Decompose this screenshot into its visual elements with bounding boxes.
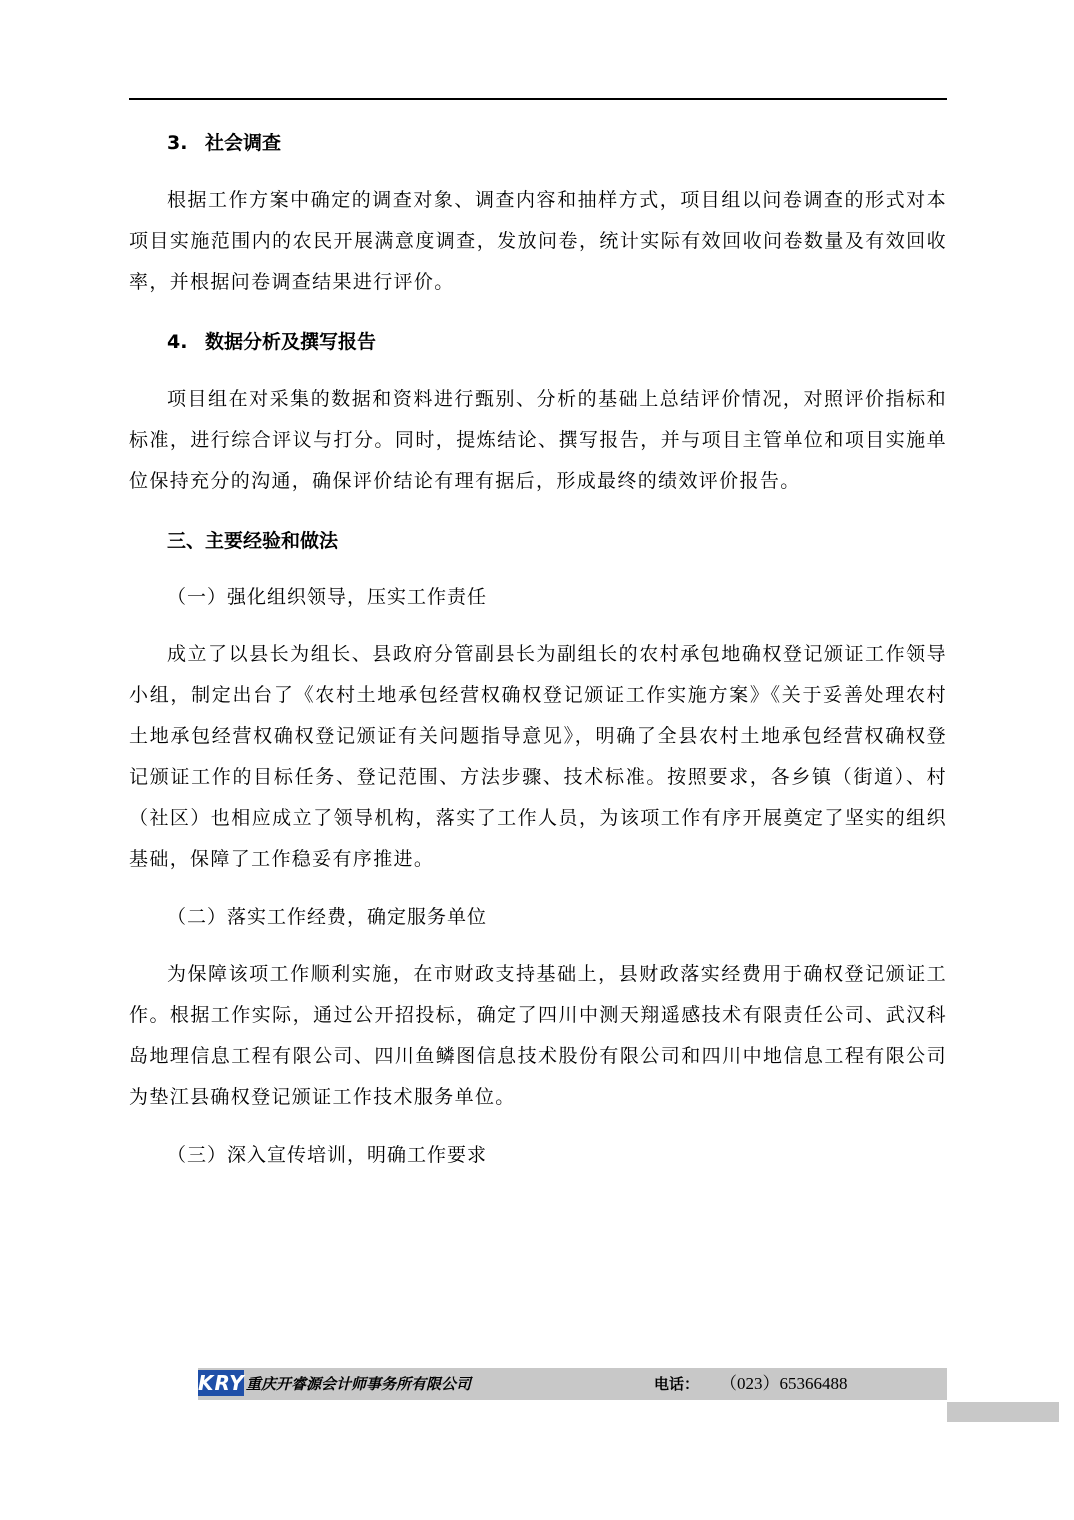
- firm-name: 重庆开睿源会计师事务所有限公司: [246, 1375, 472, 1393]
- paragraph-sub-1: 成立了以县长为组长、县政府分管副县长为副组长的农村承包地确权登记颁证工作领导小组，制定出台了《农村土地承包经营权确权登记颁证工作实施方案》《关于妥善处理农村土地承包经营权确权登记颁证有关问题指导意见》，明确了全县农村土地承包经营权确权登记颁证工作的目标任务、登记范围、方法步骤、技术标准。按照要求，各乡镇（街道）、村（社区）也相应成立了领导机构，落实了工作人员，为该项工作有序开展奠定了坚实的组织基础，保障了工作稳妥有序推进。: [129, 643, 947, 870]
- page-footer: [198, 1368, 947, 1400]
- header-rule: [129, 98, 947, 100]
- heading-main-experience: 三、主要经验和做法: [167, 530, 339, 552]
- paragraph-sub-2: 为保障该项工作顺利实施，在市财政支持基础上，县财政落实经费用于确权登记颁证工作。根据工作实际，通过公开招投标，确定了四川中测天翔遥感技术有限责任公司、武汉科岛地理信息工程有限公司、四川鱼鳞图信息技术股份有限公司和四川中地信息工程有限公司为垫江县确权登记颁证工作技术服务单位。: [129, 963, 947, 1108]
- heading-title: 社会调查: [205, 132, 282, 154]
- heading-number: 4.: [167, 331, 188, 353]
- heading-title: 数据分析及撰写报告: [205, 331, 377, 353]
- subheading-1: （一）强化组织领导，压实工作责任: [167, 586, 488, 608]
- firm-logo: KRY: [198, 1371, 245, 1395]
- phone-number: （023）65366488: [720, 1374, 848, 1393]
- phone-label: 电话：: [654, 1375, 700, 1393]
- paragraph-section-3: 根据工作方案中确定的调查对象、调查内容和抽样方式，项目组以问卷调查的形式对本项目实施范围内的农民开展满意度调查，发放问卷，统计实际有效回收问卷数量及有效回收率，并根据问卷调查结果进行评价。: [129, 189, 947, 293]
- paragraph-section-4: 项目组在对采集的数据和资料进行甄别、分析的基础上总结评价情况，对照评价指标和标准，进行综合评议与打分。同时，提炼结论、撰写报告，并与项目主管单位和项目实施单位保持充分的沟通，确保评价结论有理有据后，形成最终的绩效评价报告。: [129, 388, 947, 492]
- subheading-2: （二）落实工作经费，确定服务单位: [167, 906, 488, 928]
- subheading-3: （三）深入宣传培训，明确工作要求: [167, 1144, 488, 1166]
- footer-tab-decoration: [947, 1402, 1059, 1422]
- heading-number: 3.: [167, 132, 188, 154]
- page-content: [129, 124, 947, 1174]
- heading-section-3: [129, 124, 947, 162]
- heading-section-4: [129, 323, 947, 361]
